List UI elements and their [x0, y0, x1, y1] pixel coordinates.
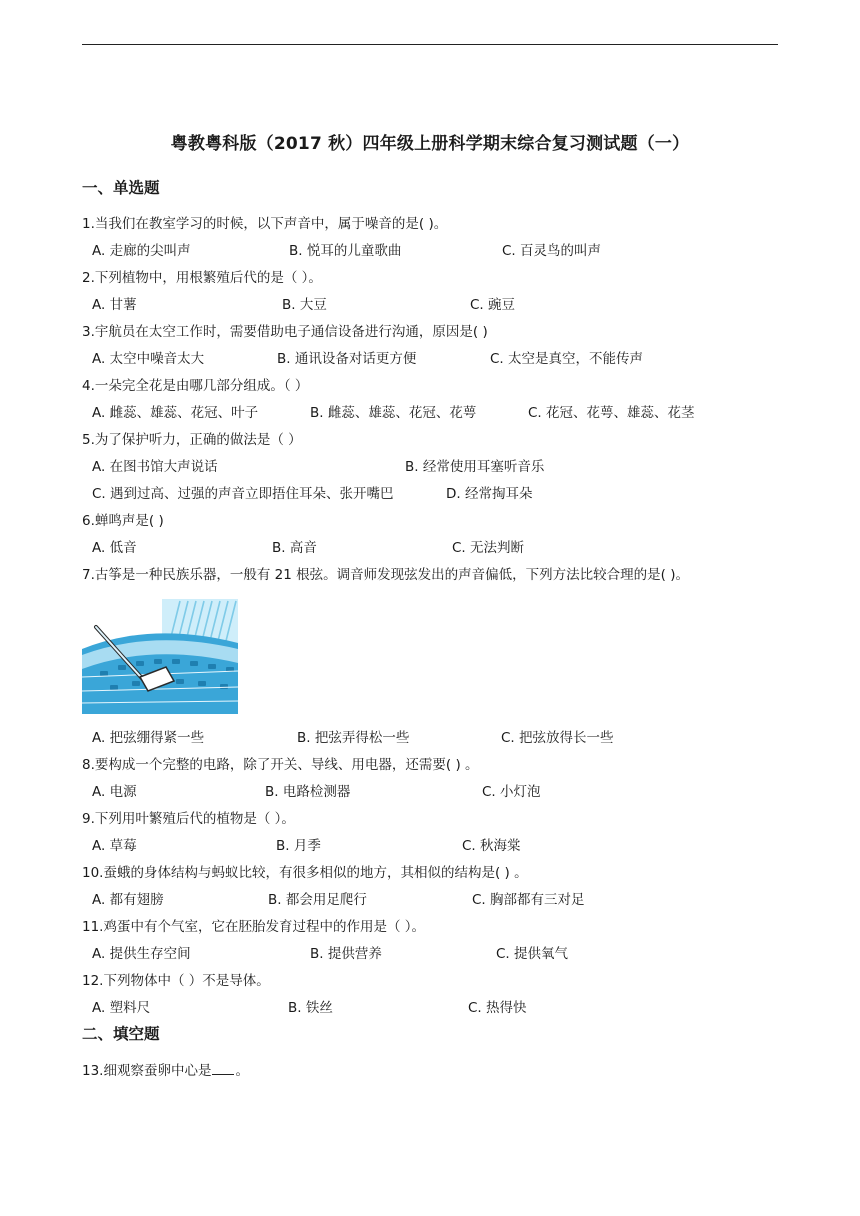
option-b[interactable]: B. 把弦弄得松一些 — [297, 730, 410, 746]
question-stem: 5.为了保护听力，正确的做法是（ ） — [82, 432, 302, 448]
option-b[interactable]: B. 电路检测器 — [265, 784, 351, 800]
option-c[interactable]: C. 秋海棠 — [462, 838, 521, 854]
question-stem: 6.蝉鸣声是( ) — [82, 513, 164, 529]
option-b[interactable]: B. 提供营养 — [310, 946, 382, 962]
option-b[interactable]: B. 高音 — [272, 540, 317, 556]
option-b[interactable]: B. 都会用足爬行 — [268, 892, 367, 908]
answer-blank[interactable] — [212, 1062, 234, 1075]
option-a[interactable]: A. 提供生存空间 — [92, 946, 191, 962]
section-heading-fill-blank: 二、填空题 — [82, 1025, 160, 1043]
option-b[interactable]: B. 铁丝 — [288, 1000, 333, 1016]
option-c[interactable]: C. 热得快 — [468, 1000, 527, 1016]
question-stem: 3.宇航员在太空工作时，需要借助电子通信设备进行沟通，原因是( ) — [82, 324, 488, 340]
option-b[interactable]: B. 悦耳的儿童歌曲 — [289, 243, 402, 259]
option-d[interactable]: D. 经常掏耳朵 — [446, 486, 533, 502]
option-a[interactable]: A. 在图书馆大声说话 — [92, 459, 218, 475]
option-a[interactable]: A. 太空中噪音太大 — [92, 351, 205, 367]
option-b[interactable]: B. 大豆 — [282, 297, 327, 313]
option-c[interactable]: C. 提供氧气 — [496, 946, 569, 962]
option-a[interactable]: A. 甘薯 — [92, 297, 137, 313]
question-stem: 8.要构成一个完整的电路，除了开关、导线、用电器，还需要( ) 。 — [82, 757, 479, 773]
option-b[interactable]: B. 雌蕊、雄蕊、花冠、花萼 — [310, 405, 477, 421]
option-b[interactable]: B. 经常使用耳塞听音乐 — [405, 459, 545, 475]
option-b[interactable]: B. 通讯设备对话更方便 — [277, 351, 417, 367]
option-c[interactable]: C. 太空是真空，不能传声 — [490, 351, 644, 367]
option-a[interactable]: A. 塑料尺 — [92, 1000, 151, 1016]
option-c[interactable]: C. 豌豆 — [470, 297, 516, 313]
option-c[interactable]: C. 把弦放得长一些 — [501, 730, 614, 746]
option-c[interactable]: C. 小灯泡 — [482, 784, 541, 800]
option-a[interactable]: A. 走廊的尖叫声 — [92, 243, 191, 259]
fill-question — [82, 1059, 249, 1079]
option-c[interactable]: C. 花冠、花萼、雄蕊、花茎 — [528, 405, 695, 421]
page-title: 粤教粤科版（2017 秋）四年级上册科学期末综合复习测试题（一） — [170, 134, 690, 154]
question-stem: 2.下列植物中，用根繁殖后代的是（ ）。 — [82, 270, 322, 286]
fill-question-end: 。 — [235, 1063, 249, 1079]
question-stem: 11.鸡蛋中有个气室，它在胚胎发育过程中的作用是（ ）。 — [82, 919, 426, 935]
question-stem: 12.下列物体中（ ）不是导体。 — [82, 973, 270, 989]
question-stem: 10.蚕蛾的身体结构与蚂蚁比较，有很多相似的地方，其相似的结构是( ) 。 — [82, 865, 528, 881]
option-c[interactable]: C. 百灵鸟的叫声 — [502, 243, 602, 259]
section-heading-single-choice: 一、单选题 — [82, 179, 160, 197]
question-stem: 7.古筝是一种民族乐器，一般有 21 根弦。调音师发现弦发出的声音偏低，下列方法比较合理的是( )。 — [82, 567, 689, 583]
option-a[interactable]: A. 草莓 — [92, 838, 137, 854]
option-a[interactable]: A. 雌蕊、雄蕊、花冠、叶子 — [92, 405, 259, 421]
option-c[interactable]: C. 无法判断 — [452, 540, 525, 556]
question-stem: 1.当我们在教室学习的时候，以下声音中，属于噪音的是( )。 — [82, 216, 448, 232]
option-b[interactable]: B. 月季 — [276, 838, 321, 854]
guzheng-illustration — [82, 591, 238, 714]
option-a[interactable]: A. 电源 — [92, 784, 137, 800]
option-c[interactable]: C. 遇到过高、过强的声音立即捂住耳朵、张开嘴巴 — [92, 486, 394, 502]
option-c[interactable]: C. 胸部都有三对足 — [472, 892, 585, 908]
question-stem: 9.下列用叶繁殖后代的植物是（ ）。 — [82, 811, 295, 827]
option-a[interactable]: A. 低音 — [92, 540, 137, 556]
question-stem: 4.一朵完全花是由哪几部分组成。（ ） — [82, 378, 309, 394]
header-rule — [82, 44, 778, 45]
option-a[interactable]: A. 都有翅膀 — [92, 892, 164, 908]
fill-question-text: 13.细观察蚕卵中心是 — [82, 1063, 212, 1079]
option-a[interactable]: A. 把弦绷得紧一些 — [92, 730, 205, 746]
